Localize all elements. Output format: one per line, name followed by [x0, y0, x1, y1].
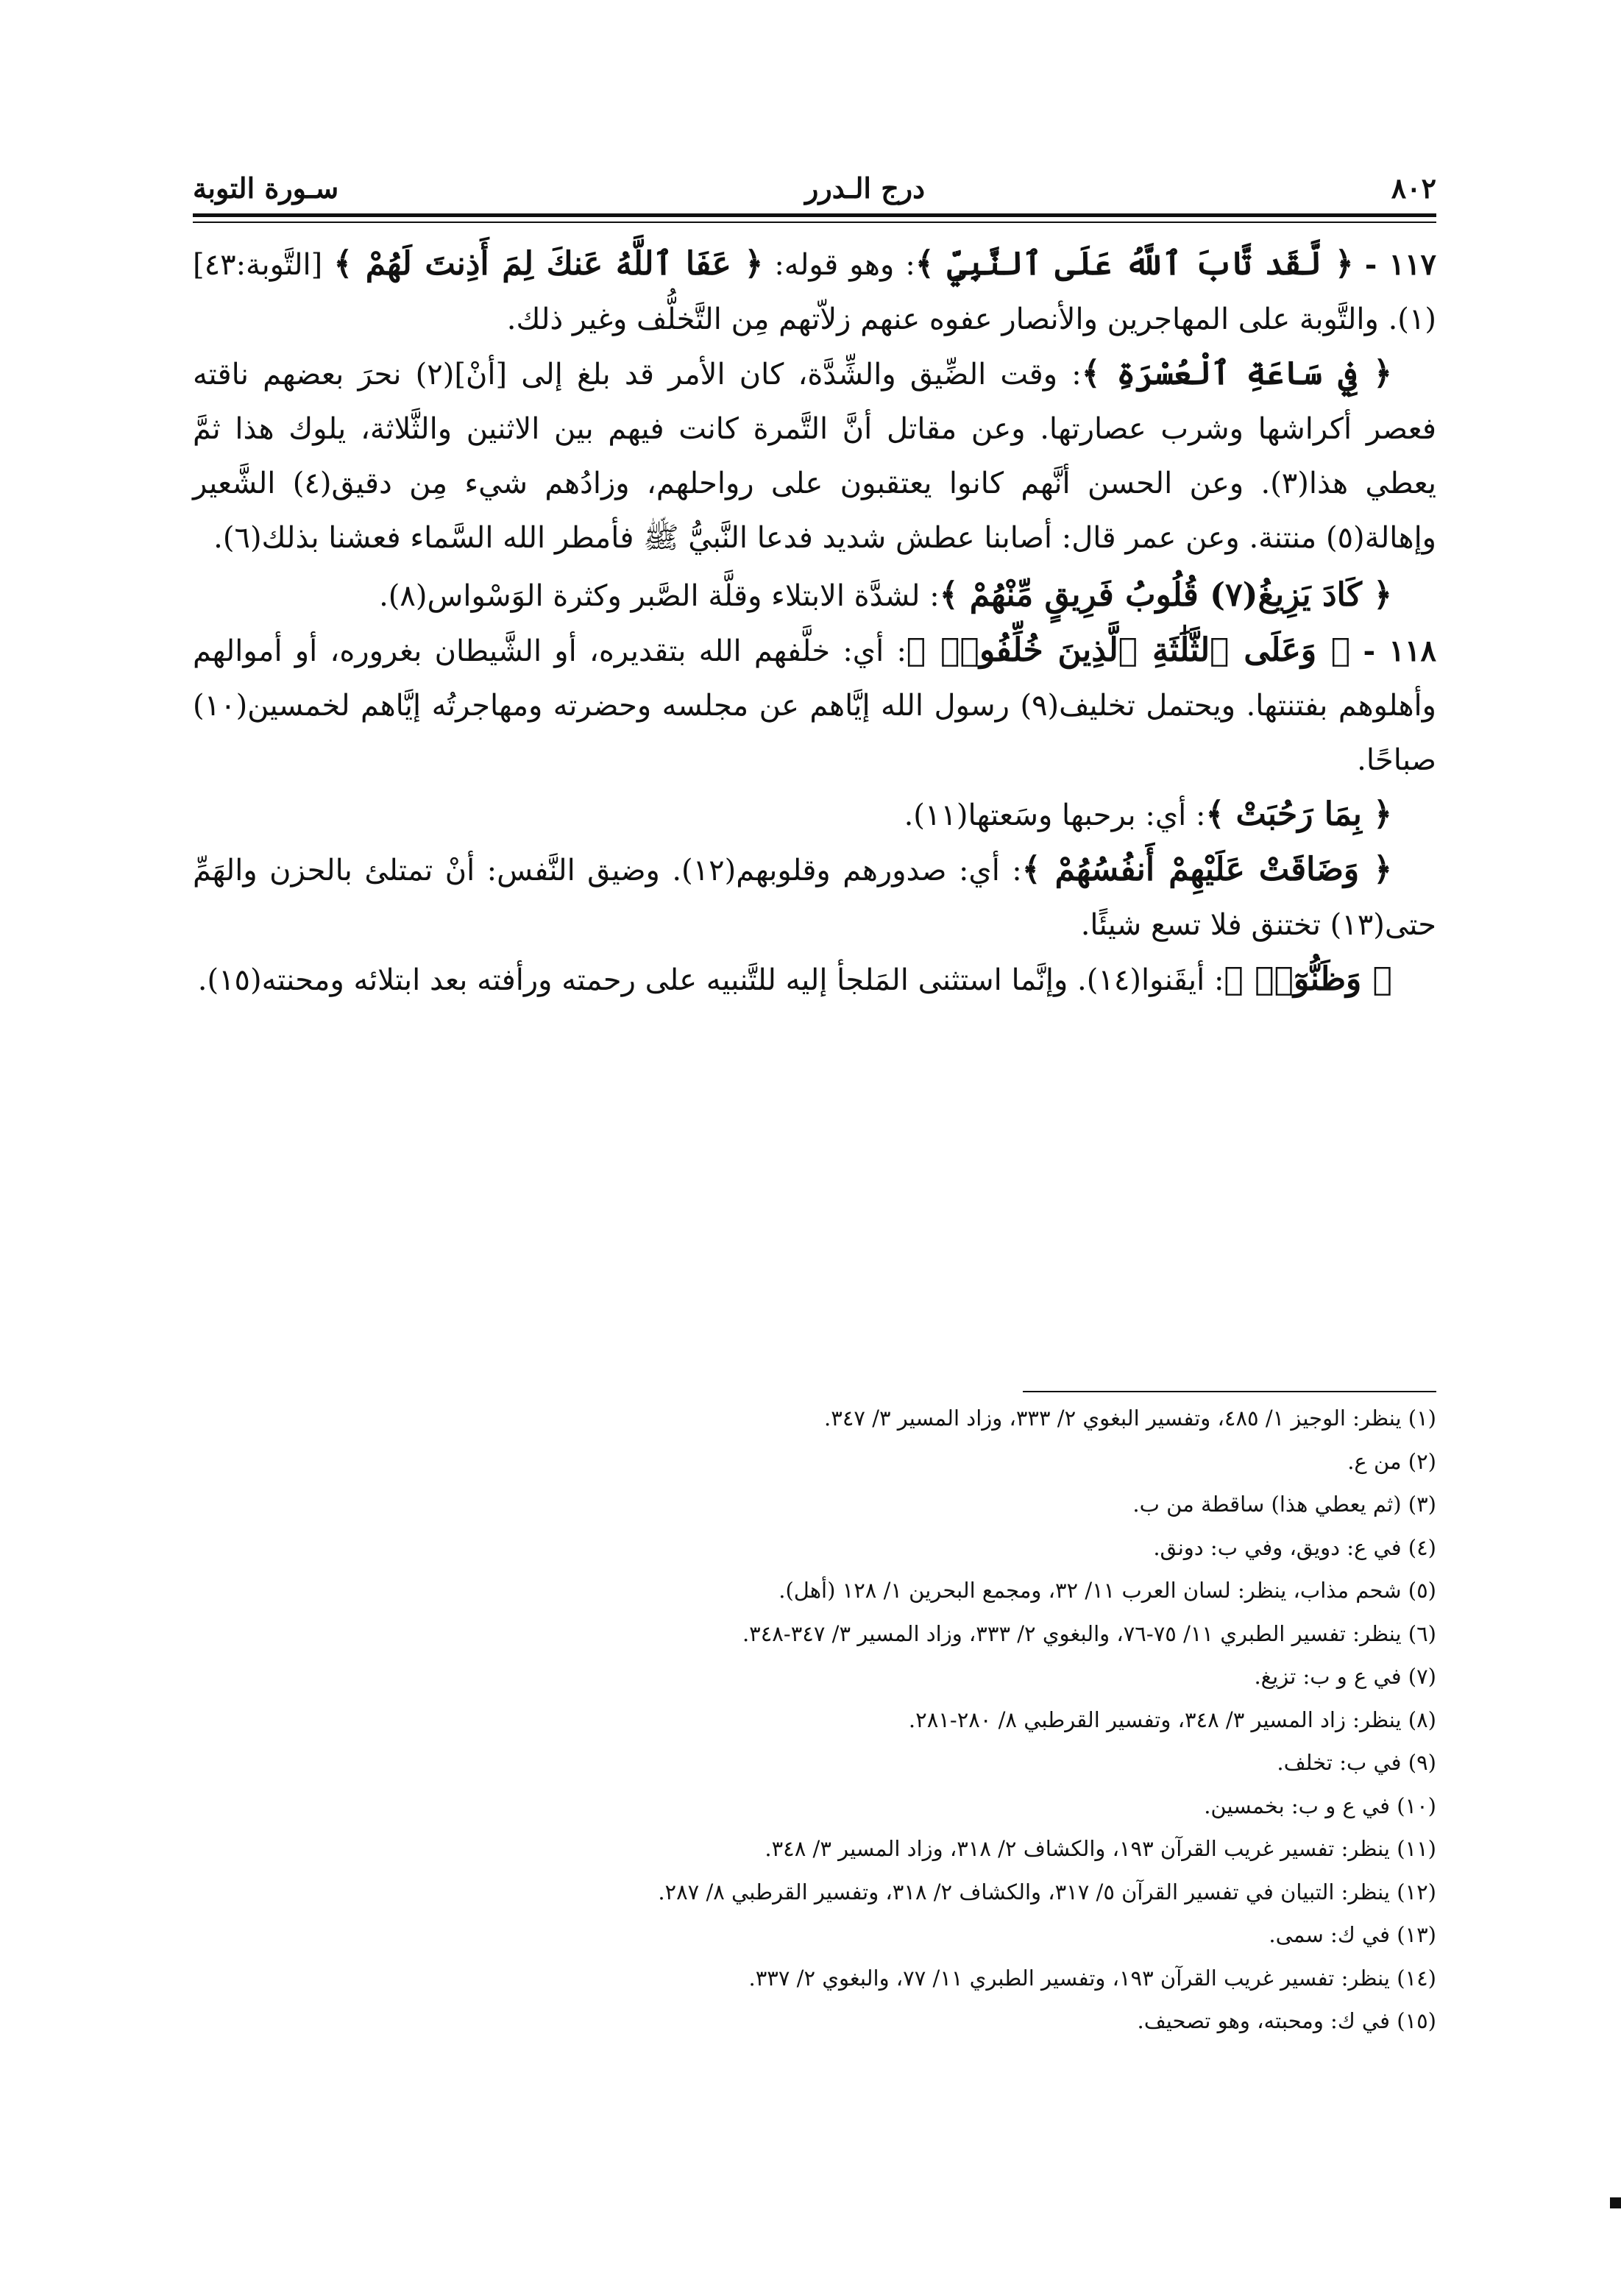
page-edge-mark: [1610, 2197, 1621, 2208]
commentary-text: [التَّوبة:٤٣](١). والتَّوبة على المهاجرين والأنصار عفوه عنهم زلاّتهم مِن التَّخلُّف وغير ذلك.: [193, 248, 1436, 336]
paragraph-al-usra: [193, 347, 1436, 565]
footnote-item: (٨) ينظر: زاد المسير ٣/ ٣٤٨، وتفسير القرطبي ٨/ ٢٨٠-٢٨١.: [908, 1707, 1436, 1732]
quran-quote: ﴿ وَظَنُّوٓا۟ ﴾: [1224, 960, 1392, 998]
footnote-item: (٣) (ثم يعطي هذا) ساقطة من ب.: [1132, 1492, 1436, 1517]
surah-title: سـورة التوبة: [193, 171, 339, 205]
verse-number: ١١٧ -: [1364, 247, 1437, 282]
footnote-item: (١٠) في ع و ب: بخمسين.: [1204, 1793, 1436, 1818]
quran-quote: ﴿ وَضَاقَتْ عَلَيْهِمْ أَنفُسُهُمْ ﴾: [1021, 851, 1393, 888]
footnote-item: (١٢) ينظر: التبيان في تفسير القرآن ٥/ ٣١٧، والكشاف ٢/ ٣١٨، وتفسير القرطبي ٨/ ٢٨٧.: [658, 1879, 1436, 1905]
book-title: درج الـدرر: [805, 171, 925, 205]
commentary-text: : أي: صدورهم وقلوبهم(١٢). وضيق النَّفس: أنْ تمتلئ بالحزن والهَمِّ حتى(١٣) تختنق فلا تسع شيئًا.: [193, 854, 1436, 942]
commentary-text: : أيقَنوا(١٤). وإنَّما استثنى المَلجأ إليه للتَّنبيه على رحمته ورأفته بعد ابتلائه ومحنته(١٥).: [197, 963, 1224, 997]
header-rule-thin: [193, 222, 1436, 223]
paragraph-bima-rahubat: [193, 787, 1436, 843]
verse-number: ١١٨ -: [1363, 634, 1436, 668]
commentary-text: : أي: برحبها وسَعتها(١١).: [904, 798, 1206, 832]
paragraph-wa-zannu: [193, 952, 1436, 1007]
footnote-item: (١٥) في ك: ومحبته، وهو تصحيف.: [1137, 2008, 1436, 2033]
footnote-item: (٩) في ب: تخلف.: [1277, 1750, 1436, 1775]
commentary-text: : وهو قوله:: [763, 248, 915, 282]
footnote-item: (١٤) ينظر: تفسير غريب القرآن ١٩٣، وتفسير الطبري ١١/ ٧٧، والبغوي ٢/ ٣٣٧.: [748, 1965, 1436, 1991]
footnote-item: (١) ينظر: الوجيز ١/ ٤٨٥، وتفسير البغوي ٢/ ٣٣٣، وزاد المسير ٣/ ٣٤٧.: [824, 1406, 1436, 1431]
quran-quote: ﴿ وَعَلَى ٱلثَّلَٰثَةِ ٱلَّذِينَ خُلِّفُوا۟ ﴾: [906, 631, 1351, 669]
footnote-item: (١١) ينظر: تفسير غريب القرآن ١٩٣، والكشاف ٢/ ٣١٨، وزاد المسير ٣/ ٣٤٨.: [765, 1836, 1436, 1861]
paragraph-verse-118: [193, 623, 1436, 787]
footnote-item: (٤) في ع: دويق، وفي ب: دونق.: [1153, 1534, 1436, 1560]
main-text: [193, 237, 1436, 1007]
commentary-text: : وقت الضِّيق والشِّدَّة، كان الأمر قد بلغ إلى [أنْ](٢) نحرَ بعضهم ناقته فعصر أكراشها وشرب عصارتها. وعن مقاتل أنَّ التَّمرة كانت فيهم بين الاثنين والثَّلاثة، يلوك هذا ثمَّ يعطي هذا(٣). وعن الحسن أنَّهم كانوا يعتقبون على رواحلهم، وزادُهم شيء مِن دقيق(٤) الشَّعير وإهالة(٥) منتنة. وعن عمر قال: أصابنا عطش شديد فدعا النَّبيُّ ﷺ فأمطر الله السَّماء فعشنا بذلك(٦).: [193, 358, 1436, 555]
quran-quote: ﴿ فِي سَاعَةِ ٱلْعُسْرَةِ ﴾: [1081, 355, 1392, 392]
paragraph-wa-daqat: [193, 843, 1436, 952]
quran-quote: ﴿ كَادَ يَزِيغُ(٧) قُلُوبُ فَرِيقٍ مِّنْهُمْ ﴾: [939, 576, 1392, 614]
footnote-item: (٢) من ع.: [1347, 1448, 1436, 1474]
page-number: ٨٠٢: [1391, 171, 1436, 205]
footnote-item: (٥) شحم مذاب، ينظر: لسان العرب ١١/ ٣٢، ومجمع البحرين ١/ ١٢٨ (أهل).: [778, 1578, 1436, 1603]
commentary-text: : لشدَّة الابتلاء وقلَّة الصَّبر وكثرة الوَسْواس(٨).: [379, 579, 940, 613]
paragraph-kada-yazigh: [193, 568, 1436, 623]
paragraph-verse-117: [193, 237, 1436, 347]
footnote-separator: [1023, 1391, 1436, 1392]
commentary-text: : أي: خلَّفهم الله بتقديره، أو الشَّيطان بغروره، أو أموالهم وأهلوهم بفتنتها. ويحتمل تخليف(٩) رسول الله إيَّاهم عن مجلسه وحضرته ومهاجرتُه إيَّاهم لخمسين(١٠) صباحًا.: [193, 634, 1436, 777]
header-rule: [193, 213, 1436, 217]
footnote-item: (٧) في ع و ب: تزيغ.: [1254, 1664, 1436, 1689]
footnote-item: (٦) ينظر: تفسير الطبري ١١/ ٧٥-٧٦، والبغوي ٢/ ٣٣٣، وزاد المسير ٣/ ٣٤٧-٣٤٨.: [742, 1620, 1436, 1646]
footnote-item: (١٣) في ك: سمى.: [1269, 1922, 1436, 1947]
running-header: [193, 160, 1436, 212]
quran-quote: ﴿ لَّقَد تَّابَ ٱللَّهُ عَلَى ٱلنَّبِيِّ ﴾: [915, 245, 1354, 283]
footnotes: [193, 1397, 1436, 2043]
quran-quote: ﴿ بِمَا رَحُبَتْ ﴾: [1205, 796, 1392, 833]
quran-quote: ﴿ عَفَا ٱللَّهُ عَنكَ لِمَ أَذِنتَ لَهُمْ ﴾: [333, 245, 764, 283]
